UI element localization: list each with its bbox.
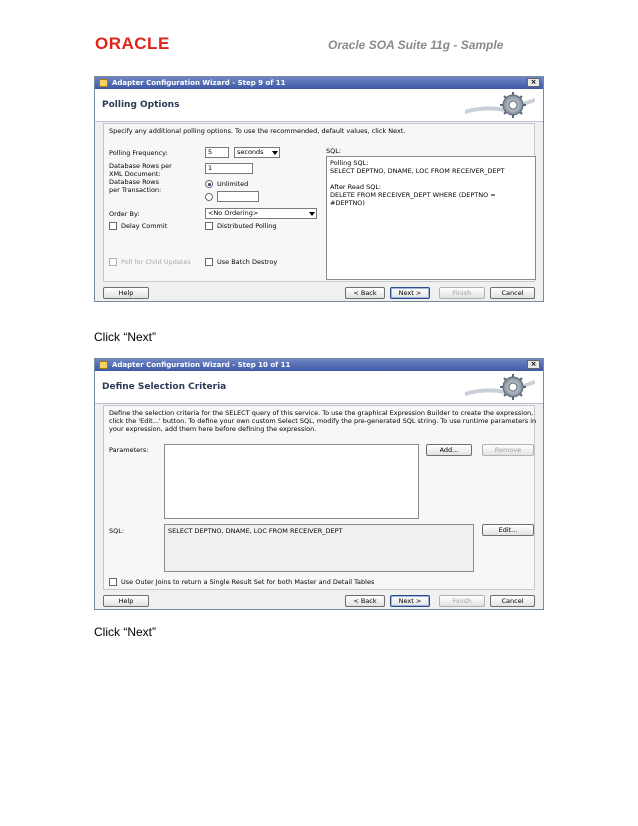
parameters-list[interactable] <box>164 444 419 519</box>
outer-joins-checkbox[interactable] <box>109 578 117 586</box>
rows-per-transaction-input[interactable] <box>217 191 259 202</box>
order-by-select[interactable] <box>205 208 317 219</box>
finish-button: Finish <box>439 287 485 299</box>
caption-click-next-2: Click “Next” <box>94 625 156 639</box>
polling-frequency-input[interactable]: 5 <box>205 147 229 158</box>
limited-radio[interactable] <box>205 193 213 201</box>
close-icon[interactable]: × <box>527 360 540 369</box>
sql-text: SELECT DEPTNO, DNAME, LOC FROM RECEIVER_DEPT <box>168 527 343 535</box>
gear-icon <box>465 90 535 120</box>
instructions-text: Define the selection criteria for the SELECT query of this service. To use the graphical Expression Builder to create the expression, click the 'Edit...' button. To define your own custom Select SQL, modify the pre-generated SQL string. To use runtime parameters in your expression, add them here before defining the expression. <box>109 409 537 433</box>
dialog-titlebar <box>95 77 543 89</box>
poll-child-updates-checkbox <box>109 258 117 266</box>
batch-destroy-label: Use Batch Destroy <box>217 258 278 266</box>
chevron-down-icon <box>309 212 315 216</box>
batch-destroy-checkbox[interactable] <box>205 258 213 266</box>
order-by-label: Order By: <box>109 210 140 218</box>
dialog-title: Adapter Configuration Wizard - Step 10 of 11 <box>112 361 291 369</box>
distributed-polling-label: Distributed Polling <box>217 222 277 230</box>
sql-label: SQL: <box>109 527 125 535</box>
add-parameter-button[interactable]: Add... <box>426 444 472 456</box>
parameters-label: Parameters: <box>109 446 149 454</box>
sql-label: SQL: <box>326 147 342 155</box>
back-button[interactable]: < Back <box>345 287 385 299</box>
window-icon <box>99 79 108 87</box>
dialog-body <box>103 405 535 590</box>
sql-text: Polling SQL: SELECT DEPTNO, DNAME, LOC FROM RECEIVER_DEPT After Read SQL: DELETE FROM RECEIVER_DEPT WHERE (DEPTNO = #DEPTNO) <box>330 159 505 207</box>
wizard-dialog-step-9 <box>94 76 544 302</box>
next-button[interactable]: Next > <box>390 595 430 607</box>
delay-commit-label: Delay Commit <box>121 222 168 230</box>
window-icon <box>99 361 108 369</box>
help-button[interactable]: Help <box>103 287 149 299</box>
finish-button: Finish <box>439 595 485 607</box>
unlimited-radio[interactable] <box>205 180 213 188</box>
oracle-logo: ORACLE <box>95 34 170 53</box>
unlimited-label: Unlimited <box>217 180 249 188</box>
gear-icon <box>465 372 535 402</box>
polling-frequency-label: Polling Frequency: <box>109 149 168 157</box>
remove-parameter-button: Remove <box>482 444 534 456</box>
delay-commit-checkbox[interactable] <box>109 222 117 230</box>
dialog-banner <box>95 371 543 404</box>
instructions-text: Specify any additional polling options. To use the recommended, default values, click Next. <box>109 127 406 135</box>
order-by-value: <No Ordering> <box>208 209 259 217</box>
distributed-polling-checkbox[interactable] <box>205 222 213 230</box>
next-button[interactable]: Next > <box>390 287 430 299</box>
wizard-dialog-step-10 <box>94 358 544 610</box>
caption-click-next-1: Click “Next” <box>94 330 156 344</box>
sql-textarea[interactable] <box>164 524 474 572</box>
chevron-down-icon <box>272 151 278 155</box>
cancel-button[interactable]: Cancel <box>490 287 535 299</box>
close-icon[interactable]: × <box>527 78 540 87</box>
db-rows-label: Database Rows per XML Document: <box>109 162 172 178</box>
outer-joins-label: Use Outer Joins to return a Single Result Set for both Master and Detail Tables <box>121 578 375 586</box>
help-button[interactable]: Help <box>103 595 149 607</box>
document-title: Oracle SOA Suite 11g - Sample <box>328 38 504 52</box>
sql-textarea[interactable] <box>326 156 536 280</box>
document-header <box>0 0 638 60</box>
poll-child-updates-label: Poll for Child Updates <box>121 258 191 266</box>
back-button[interactable]: < Back <box>345 595 385 607</box>
polling-unit-value: seconds <box>237 148 264 156</box>
banner-title: Polling Options <box>102 100 180 110</box>
dialog-title: Adapter Configuration Wizard - Step 9 of 11 <box>112 79 286 87</box>
cancel-button[interactable]: Cancel <box>490 595 535 607</box>
edit-sql-button[interactable]: Edit... <box>482 524 534 536</box>
dialog-body <box>103 123 535 282</box>
db-rows-transaction-label: Database Rows per Transaction: <box>109 178 162 194</box>
dialog-banner <box>95 89 543 122</box>
dialog-titlebar <box>95 359 543 371</box>
polling-unit-select[interactable] <box>234 147 280 158</box>
db-rows-input[interactable]: 1 <box>205 163 253 174</box>
banner-title: Define Selection Criteria <box>102 382 227 392</box>
